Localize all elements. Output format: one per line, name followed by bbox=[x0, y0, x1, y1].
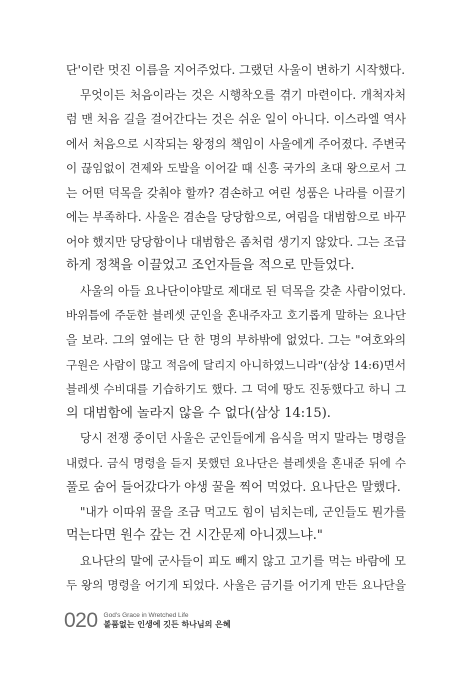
text-line: 에서 처음으로 시작되는 왕정의 책임이 사울에게 주어졌다. 주변국 bbox=[66, 136, 406, 151]
book-title-english: God's Grace in Wretched Life bbox=[103, 612, 189, 619]
text-line: 블레셋 수비대를 기습하기도 했다. 그 덕에 땅도 진동했다고 하니 그 bbox=[66, 382, 406, 397]
text-line: 요나단의 말에 군사들이 피도 빼지 않고 고기를 먹는 바람에 모 bbox=[80, 553, 406, 568]
text-line: 사울의 아들 요나단이야말로 제대로 된 덕목을 갖춘 사람이었다. bbox=[80, 283, 406, 298]
text-line: 에는 부족하다. 사울은 겸손을 당당함으로, 여림을 대범함으로 바꾸 bbox=[66, 210, 406, 225]
body-text bbox=[66, 58, 406, 598]
text-line: 풀로 숨어 들어갔다가 야생 꿀을 찍어 먹었다. 요나단은 말했다. bbox=[66, 480, 401, 495]
text-line: 어야 했지만 당당함이나 대범함은 좀처럼 생기지 않았다. 그는 조급 bbox=[66, 234, 406, 249]
text-line: 단'이란 멋진 이름을 지어주었다. 그랬던 사울이 변하기 시작했다. bbox=[66, 63, 406, 77]
text-line: 먹는다면 원수 갚는 건 시간문제 아니겠느냐." bbox=[66, 528, 323, 544]
text-line: 구원은 사람이 많고 적음에 달리지 아니하였느니라"(삼상 14:6)면서 bbox=[66, 357, 406, 372]
text-line: 의 대범함에 놀라지 않을 수 없다(삼상 14:15). bbox=[66, 405, 331, 421]
text-line: 하게 정책을 이끌었고 조언자들을 적으로 만들었다. bbox=[66, 258, 355, 274]
text-line: 럼 맨 처음 길을 걸어간다는 것은 쉬운 일이 아니다. 이스라엘 역사 bbox=[66, 112, 406, 127]
text-line: "내가 이따위 꿀을 조금 먹고도 힘이 넘치는데, 군인들도 뭔가를 bbox=[80, 504, 406, 519]
text-line: 무엇이든 처음이라는 것은 시행착오를 겪기 마련이다. 개척자처 bbox=[80, 87, 406, 102]
text-line: 을 보라. 그의 옆에는 단 한 명의 부하밖에 없었다. 그는 "여호와의 bbox=[66, 333, 406, 348]
text-line: 내렸다. 금식 명령을 듣지 못했던 요나단은 블레셋을 혼내준 뒤에 수 bbox=[66, 455, 406, 470]
text-line: 당시 전쟁 중이던 사울은 군인들에게 음식을 먹지 말라는 명령을 bbox=[80, 431, 406, 446]
text-line: 는 어떤 덕목을 갖춰야 할까? 겸손하고 여린 성품은 나라를 이끌기 bbox=[66, 185, 406, 200]
text-line: 두 왕의 명령을 어기게 되었다. 사울은 금기를 어기게 만든 요나단을 bbox=[66, 578, 406, 593]
page-footer bbox=[64, 602, 231, 632]
running-title bbox=[104, 612, 231, 632]
page-number: 020 bbox=[64, 609, 98, 632]
book-title-korean: 볼품없는 인생에 깃든 하나님의 은혜 bbox=[103, 620, 231, 629]
text-line: 바위틈에 주둔한 블레셋 군인을 혼내주자고 호기롭게 말하는 요나단 bbox=[66, 308, 406, 323]
text-line: 이 끊임없이 견제와 도발을 이어갈 때 신흥 국가의 초대 왕으로서 그 bbox=[66, 161, 406, 176]
